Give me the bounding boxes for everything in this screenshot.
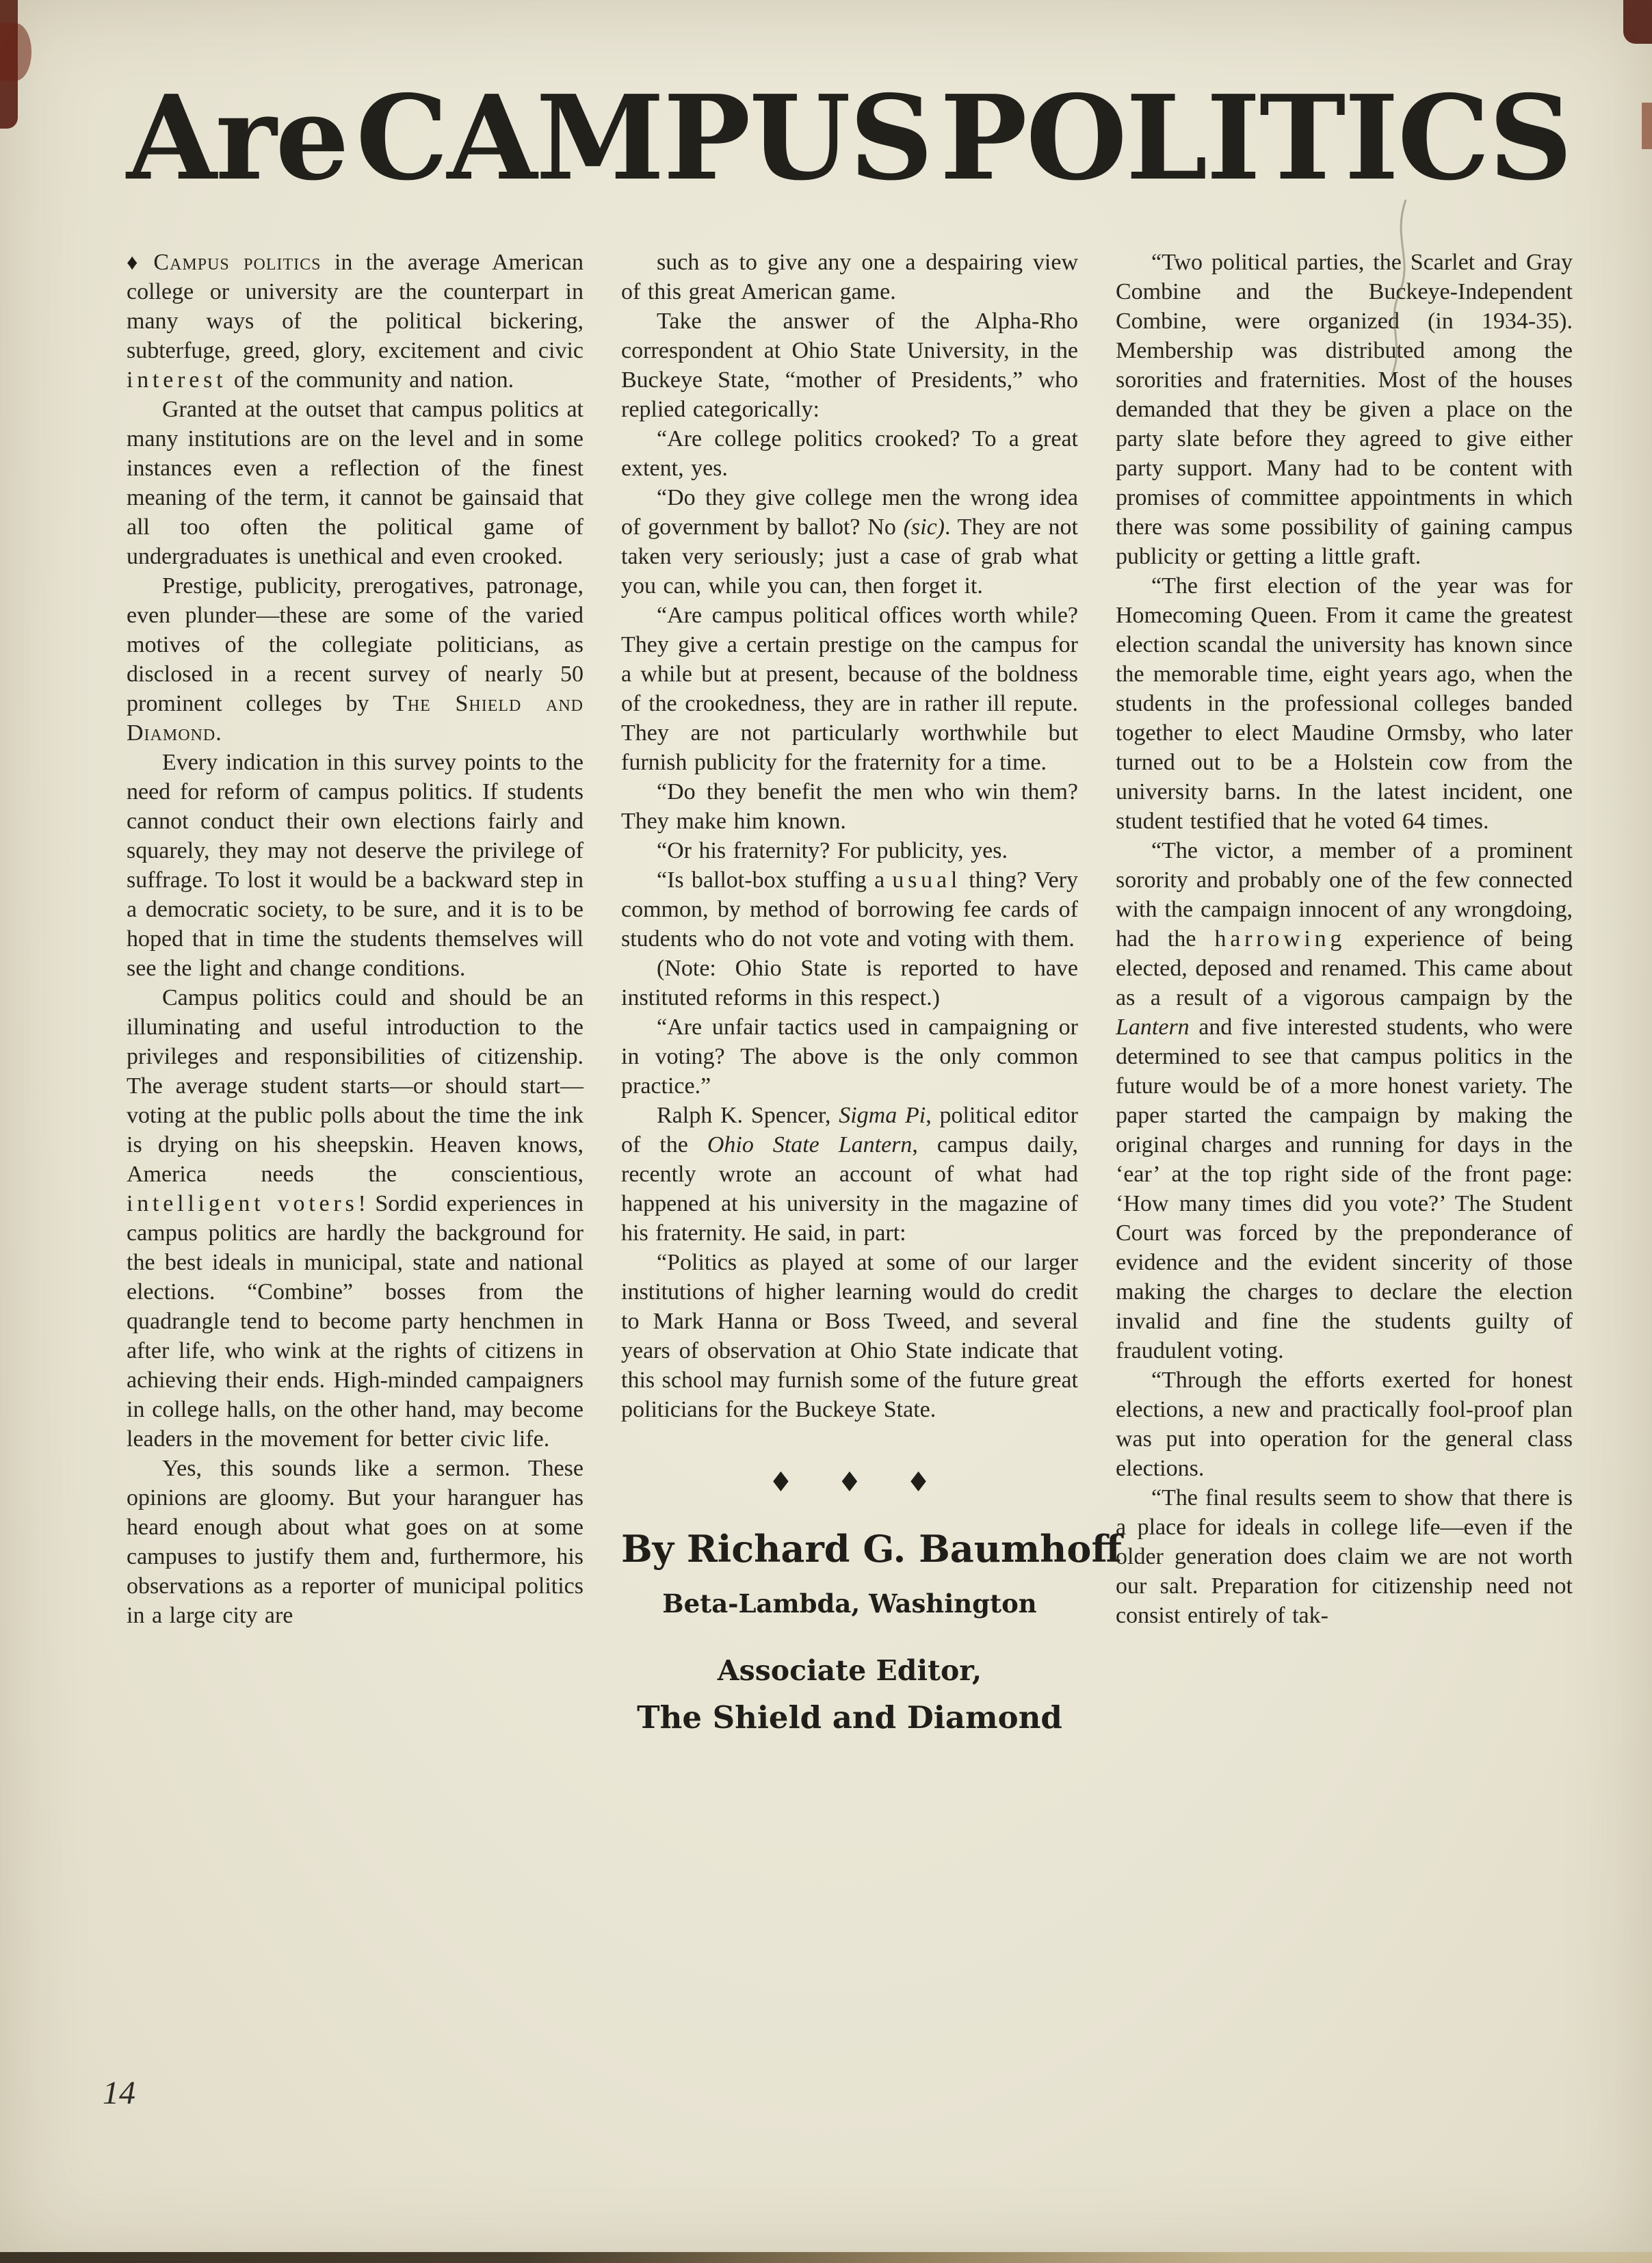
paragraph: Take the answer of the Alpha-Rho correspondent at Ohio State University, in the Buckeye State, “mother of Presidents,” who replied categorically: [621, 309, 1078, 423]
paragraph: “Are unfair tactics used in campaigning or in voting? The above is the only common practice.” [621, 1015, 1078, 1099]
paragraph: “The victor, a member of a prominent sorority and probably one of the few connected with the campaign innocent of any wrongdoing, had the harrowing experience of being elected, deposed and renamed. This came about as a result of a vigorous campaign by the Lantern and five interested students, who were determined to see that campus politics in the future would be of a more honest variety. The paper started the campaign by making the original charges and running for days in the ‘ear’ at the top right side of the front page: ‘How many times did you vote?’ The Student Court was forced by the preponderance of evidence and the evident sincerity of those making the charges to declare the election invalid and fine the students guilty of fraudulent voting. [1116, 838, 1573, 1364]
byline-publication: The Shield and Diamond [637, 1699, 1062, 1736]
paragraph: Granted at the outset that campus politics at many institutions are on the level and in some instances even a reflection of the finest meaning of the term, it cannot be gainsaid that all too often the political game of undergraduates is unethical and even crooked. [127, 397, 584, 570]
paragraph: “Do they give college men the wrong idea of government by ballot? No (sic). They are not taken very seriously; just a case of grab what you can, while you can, then forget it. [621, 485, 1078, 599]
column-3 [1116, 248, 1573, 1736]
paragraph: “Two political parties, the Scarlet and Gray Combine and the Buckeye-Independent Combine, were organized (in 1934-35). Membership was distributed among the sororities and fraternities. Most of the houses demanded that they be given a place on the party slate before they agreed to give either party support. Many had to be content with promises of committee appointments in which there was some possibility of gaining campus publicity or getting a little graft. [1116, 250, 1573, 570]
paragraph: Ralph K. Spencer, Sigma Pi, political editor of the Ohio State Lantern, campus daily, recently wrote an account of what had happened at his university in the magazine of his fraternity. He said, in part: [621, 1103, 1078, 1246]
paragraph: “The final results seem to show that there is a place for ideals in college life—even if the older generation does claim we are not worth our salt. Preparation for citizenship need not consist entirely of tak- [1116, 1485, 1573, 1629]
paragraph: Campus politics could and should be an illuminating and useful introduction to the privileges and responsibilities of citizenship. The average student starts—or should start—voting at the public polls about the time the ink is drying on his sheepskin. Heaven knows, America needs the conscientious, intelligent voters! Sordid experiences in campus politics are hardly the background for the best ideals in municipal, state and national elections. “Combine” bosses from the quadrangle tend to become party henchmen in after life, who wink at the rights of citizens in achieving their ends. High-minded campaigners in college halls, on the other hand, may become leaders in the movement for better civic life. [127, 985, 584, 1452]
paragraph: such as to give any one a despairing view of this great American game. [621, 250, 1078, 305]
page-title [0, 0, 1652, 207]
byline-chapter: Beta-Lambda, Washington [662, 1588, 1037, 1619]
paragraph: “Politics as played at some of our larger institutions of higher learning would do credit to Mark Hanna or Boss Tweed, and several years of observation at Ohio State indicate that this school may furnish some of the future great politicians for the Buckeye State. [621, 1250, 1078, 1423]
paragraph: ♦ Campus politics in the average American college or university are the counterpart in many ways of the political bickering, subterfuge, greed, glory, excitement and civic interest of the community and nation. [127, 250, 584, 393]
paragraph: “Through the efforts exerted for honest elections, a new and practically fool-proof plan was put into operation for the general class elections. [1116, 1368, 1573, 1482]
byline-author: By Richard G. Baumhoff [621, 1527, 1122, 1571]
diamond-ornament-icon: ♦ ♦ ♦ [768, 1467, 931, 1499]
title-word-campus: CAMPUS [356, 70, 932, 207]
scan-bottom-edge [0, 2252, 1652, 2263]
title-word-are: Are [127, 70, 348, 207]
paragraph: “Or his fraternity? For publicity, yes. [657, 838, 1008, 864]
byline-role: Associate Editor, [717, 1654, 982, 1688]
paragraph: Yes, this sounds like a sermon. These opinions are gloomy. But your haranguer has heard enough about what goes on at some campuses to justify them and, furthermore, his observations as a reporter of municipal politics in a large city are [127, 1456, 584, 1629]
paragraph: “Are college politics crooked? To a great extent, yes. [621, 426, 1078, 482]
paragraph: “The first election of the year was for Homecoming Queen. From it came the greatest election scandal the university has known since the memorable time, eight years ago, when the students in the professional colleges banded together to elect Maudine Ormsby, who later turned out to be a Holstein cow from the university barns. In the latest incident, one student testified that he voted 64 times. [1116, 573, 1573, 835]
article-body [127, 248, 1573, 1736]
title-word-politics: POLITICS [939, 70, 1571, 207]
paragraph: Prestige, publicity, prerogatives, patronage, even plunder—these are some of the varied motives of the collegiate politicians, as disclosed in a recent survey of nearly 50 prominent colleges by The Shield and Diamond. [127, 573, 584, 746]
paragraph: (Note: Ohio State is reported to have instituted reforms in this respect.) [621, 956, 1078, 1011]
column-1 [127, 248, 584, 1736]
column-2 [621, 248, 1122, 1736]
paragraph: “Do they benefit the men who win them? They make him known. [621, 779, 1078, 835]
page-number: 14 [103, 2075, 135, 2111]
paragraph: Every indication in this survey points to the need for reform of campus politics. If students cannot conduct their own elections fairly and squarely, they may not deserve the privilege of suffrage. To lost it would be a backward step in a democratic society, to be sure, and it is to be hoped that in time the students themselves will see the light and change conditions. [127, 750, 584, 982]
paragraph: “Is ballot-box stuffing a usual thing? Very common, by method of borrowing fee cards of students who do not vote and voting with them. [621, 867, 1078, 952]
paragraph: “Are campus political offices worth while? They give a certain prestige on the campus for a while but at present, because of the boldness of the crookedness, they are in rather ill repute. They are not particularly worthwhile but furnish publicity for the fraternity for a time. [621, 603, 1078, 776]
byline-block [621, 1467, 1122, 1736]
